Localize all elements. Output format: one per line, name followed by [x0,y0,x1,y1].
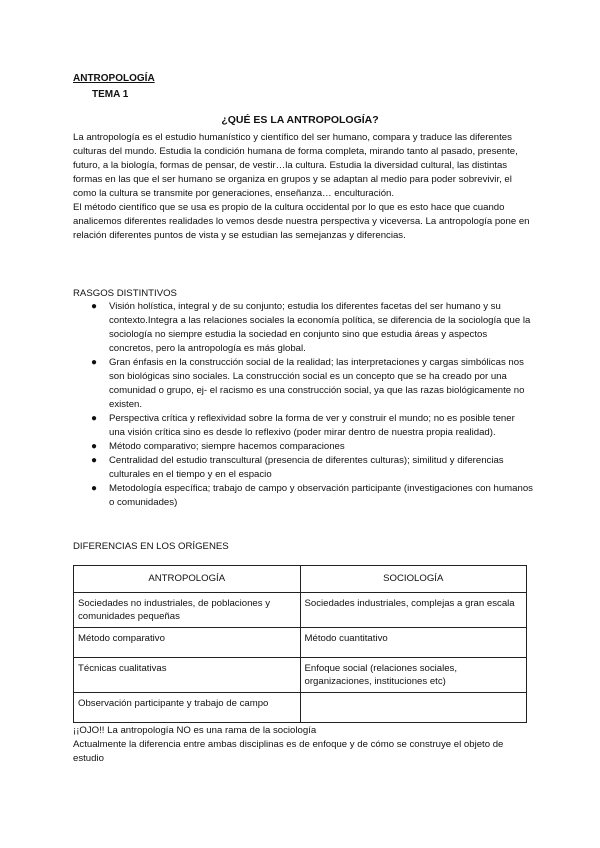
closing-note: Actualmente la diferencia entre ambas disciplinas es de enfoque y de cómo se construye el objeto de estudio [73,739,504,764]
bullet-icon: ● [91,301,98,312]
table-cell: Método comparativo [74,628,301,658]
list-item [73,300,533,356]
list-item [73,412,533,440]
list-item-text: Método comparativo; siempre hacemos comparaciones [109,441,345,452]
list-item-text: Visión holística, integral y de su conjunto; estudia los diferentes facetas del ser humano y su contexto.Integra a las relaciones sociales la economía política, se diferencia de la sociología que la sociología no siempre estudia la sociedad en conjunto sino que estudia áreas y aspectos concretos, pero la antropología es más global. [109,301,531,354]
table-cell: Observación participante y trabajo de campo [74,693,301,723]
intro-paragraph: La antropología es el estudio humanístico y científico del ser humano, compara y traduce las diferentes culturas del mundo. Estudia la condición humana de forma completa, mirando tanto al pasado, presente, futuro, a la biología, formas de pensar, de vestir…la cultura. Estudia la diversidad cultural, las distintas formas en las que el ser humano se organiza en grupos y se adaptan al medio para poder sobrevivir, el como la cultura se transmite por generaciones, enseñanza… enculturación. [73,132,518,199]
bullet-icon: ● [91,413,98,424]
column-header-antropologia: ANTROPOLOGÍA [74,566,301,593]
table-cell [300,693,527,723]
bullet-icon: ● [91,357,98,368]
table-cell: Sociedades no industriales, de poblaciones y comunidades pequeñas [74,593,301,628]
list-item [73,356,533,412]
diferencias-heading: DIFERENCIAS EN LOS ORÍGENES [73,541,229,552]
list-item [73,454,533,482]
table-cell: Sociedades industriales, complejas a gran escala [300,593,527,628]
list-item-text: Perspectiva crítica y reflexividad sobre la forma de ver y construir el mundo; no es posible tener una visión crítica sino es desde lo reflexivo (poder mirar dentro de nuestra propia realidad). [109,413,515,438]
table-header-row [74,566,527,593]
list-item [73,482,533,510]
rasgos-heading: RASGOS DISTINTIVOS [73,288,177,299]
notes-block [73,724,533,766]
table-row [74,628,527,658]
table-row [74,693,527,723]
warning-note: ¡¡OJO!! La antropología NO es una rama de la sociología [73,725,317,736]
rasgos-list [73,300,533,510]
table-cell: Enfoque social (relaciones sociales, organizaciones, instituciones etc) [300,658,527,693]
section-title: ¿QUÉ ES LA ANTROPOLOGÍA? [221,114,379,126]
list-item-text: Centralidad del estudio transcultural (presencia de diferentes culturas); similitud y diferencias culturales en el tiempo y en el espacio [109,455,504,480]
list-item [73,440,533,454]
list-item-text: Gran énfasis en la construcción social de la realidad; las interpretaciones y cargas simbólicas nos son biológicas sino sociales. La construcción social es un concepto que se ha creado por una comunidad o grupo, ej- el racismo es una construcción social, ya que las razas biológicamente no existen. [109,357,525,410]
method-paragraph: El método científico que se usa es propio de la cultura occidental por lo que es esto hace que cuando analicemos diferentes realidades lo vemos desde nuestra perspectiva y viceversa. La antropología pone en relación diferentes puntos de vista y se estudian las semejanzas y diferencias. [73,202,530,241]
list-item-text: Metodología específica; trabajo de campo y observación participante (investigaciones con humanos o comunidades) [109,483,533,508]
intro-block [73,131,533,243]
bullet-icon: ● [91,483,98,494]
table-row [74,593,527,628]
table-cell: Técnicas cualitativas [74,658,301,693]
table-row [74,658,527,693]
bullet-icon: ● [91,441,98,452]
document-subheading: TEMA 1 [92,89,129,100]
comparison-table [73,565,527,723]
table-cell: Método cuantitativo [300,628,527,658]
bullet-icon: ● [91,455,98,466]
document-heading: ANTROPOLOGÍA [73,73,155,84]
column-header-sociologia: SOCIOLOGÍA [300,566,527,593]
